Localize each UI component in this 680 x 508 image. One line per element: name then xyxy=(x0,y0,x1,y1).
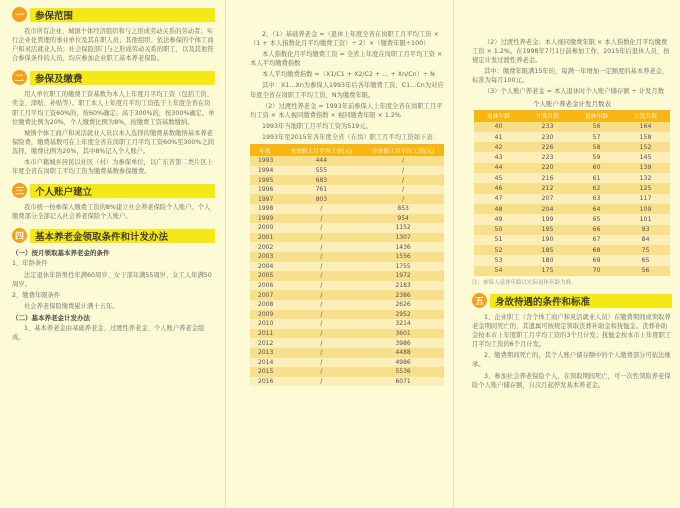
table-row xyxy=(250,367,444,377)
paragraph: 社会养老保险缴费累计满十五年。 xyxy=(24,302,119,310)
table-cell: 1995 xyxy=(250,175,280,185)
table-cell: / xyxy=(362,175,444,185)
table-cell: 1556 xyxy=(362,252,444,262)
table-row xyxy=(250,300,444,310)
section-title: 参保及缴费 xyxy=(30,71,215,85)
table-cell: 42 xyxy=(474,142,523,152)
table-cell: 84 xyxy=(621,235,670,245)
table-row xyxy=(474,152,670,162)
table-cell: 230 xyxy=(523,132,572,142)
table-row xyxy=(250,358,444,368)
paragraph: 1993年当地职工月平均工资为519元。 xyxy=(262,122,372,130)
table-cell: / xyxy=(280,377,362,387)
months-table-body xyxy=(474,122,670,276)
table-cell: 226 xyxy=(523,142,572,152)
table-cell: 1993 xyxy=(250,156,280,166)
section-heading xyxy=(472,292,672,309)
table-cell: / xyxy=(280,358,362,368)
table-cell: 2016 xyxy=(250,377,280,387)
table-cell: / xyxy=(280,310,362,320)
table-row xyxy=(474,122,670,132)
table-row xyxy=(250,242,444,252)
section-heading xyxy=(12,227,215,244)
table-cell: 2004 xyxy=(250,262,280,272)
paragraph: 3、参加社会养老保险个人，在领取期间死亡，可一次性领取养老保险个人账户储存额，自次月起停发基本养老金。 xyxy=(472,372,671,389)
table-row xyxy=(250,329,444,339)
table-cell: 1999 xyxy=(250,214,280,224)
table-cell: 204 xyxy=(523,204,572,214)
table-cell: 195 xyxy=(523,225,572,235)
table-header: 计发月数 xyxy=(621,110,670,122)
table-row xyxy=(250,214,444,224)
table-cell: 67 xyxy=(572,235,621,245)
table-cell: 56 xyxy=(621,266,670,276)
table-cell: 761 xyxy=(280,185,362,195)
table-cell: 233 xyxy=(523,122,572,132)
table-cell: 2003 xyxy=(250,252,280,262)
table-header: 全省职工月平均工资(元) xyxy=(280,144,362,156)
table-cell: 4488 xyxy=(362,348,444,358)
table-header: 退休年龄 xyxy=(474,110,523,122)
table-cell: 65 xyxy=(572,214,621,224)
table-cell: 2626 xyxy=(362,300,444,310)
paragraph: 本人指数化月平均缴费工资 = 全省上年度在岗职工月平均工资 × 本人平均缴费指数 xyxy=(250,51,443,68)
table-row xyxy=(250,281,444,291)
table-cell: 2010 xyxy=(250,319,280,329)
table-row xyxy=(250,377,444,387)
table-row xyxy=(250,204,444,214)
table-cell: / xyxy=(280,262,362,272)
table-cell: / xyxy=(280,204,362,214)
table-cell: 44 xyxy=(474,163,523,173)
table-cell: / xyxy=(362,156,444,166)
table-cell: 199 xyxy=(523,214,572,224)
table-cell: / xyxy=(280,329,362,339)
table-cell: 2386 xyxy=(362,290,444,300)
paragraph: 其中：X1…Xn为参保人1993年后各年缴费工资，C1…Cn为对应年度全省在岗职工平均工资，N为缴费年限。 xyxy=(250,82,444,99)
table-cell: 954 xyxy=(362,214,444,224)
table-cell: 2183 xyxy=(362,281,444,291)
table-cell: 2002 xyxy=(250,242,280,252)
column-right xyxy=(454,0,680,508)
table-header: 退休年龄 xyxy=(572,110,621,122)
table-cell: 53 xyxy=(474,255,523,265)
table-row xyxy=(474,132,670,142)
section-number: 一 xyxy=(12,7,27,22)
table-cell: / xyxy=(280,300,362,310)
table-cell: 3986 xyxy=(362,338,444,348)
table-row xyxy=(250,175,444,185)
paragraph: 本人平均缴费指数 =（X1/C1 + X2/C2 + … + Xn/Cn）÷ N xyxy=(262,71,435,79)
table-cell: 216 xyxy=(523,173,572,183)
paragraph: 我市统一按参保人缴费工资的8%建立社会养老保险个人账户。个人缴费部分全部记入社会养老保险个人账户。 xyxy=(12,204,211,221)
subheading: （一）按月领取基本养老金的条件 xyxy=(12,249,110,258)
section-heading xyxy=(12,6,215,23)
paragraph: 1、基本养老金由基础养老金、过渡性养老金、个人账户养老金组成。 xyxy=(12,324,205,341)
table-cell: 1755 xyxy=(362,262,444,272)
table-cell: 444 xyxy=(280,156,362,166)
table-row xyxy=(474,266,670,276)
paragraph: 我市所有企业、城镇个体经济组织和与之形成劳动关系的劳动者；实行企业化管理的事业单位及其在职人员；其他组织、依法参保的个体工商户和灵活就业人员；社会保险部门与之形成劳动关系的职工，以及其他符合参保条件的人员，均应参加企业职工基本养老保险。 xyxy=(12,28,214,63)
table-cell: 190 xyxy=(523,235,572,245)
table-cell: / xyxy=(280,290,362,300)
table-row xyxy=(250,262,444,272)
paragraph: 1、企业职工（含个体工商户和灵活就业人员）在缴费期间或领取养老金期间死亡的，其遗属可按规定领取丧葬补助金和抚恤金。丧葬补助金按本市上年度职工月平均工资的3个月计发；抚恤金按本市上年度职工月平均工资的6个月计发。 xyxy=(472,314,672,349)
table-row xyxy=(250,271,444,281)
table-cell: / xyxy=(280,242,362,252)
table-cell: 158 xyxy=(621,132,670,142)
column-middle xyxy=(226,0,454,508)
table-row xyxy=(250,156,444,166)
table-row xyxy=(250,338,444,348)
paragraph: 法定退休年龄男性年满60周岁、女干部年满55周岁、女工人年满50周岁。 xyxy=(12,271,212,288)
table-row xyxy=(474,142,670,152)
section-number: 四 xyxy=(12,228,27,243)
table-cell: 1996 xyxy=(250,185,280,195)
table-cell: 101 xyxy=(621,214,670,224)
table-cell: 2012 xyxy=(250,338,280,348)
table-row xyxy=(250,185,444,195)
table-cell: 125 xyxy=(621,183,670,193)
table-cell: 212 xyxy=(523,183,572,193)
table-cell: 70 xyxy=(572,266,621,276)
table-cell: 51 xyxy=(474,235,523,245)
section-title: 基本养老金领取条件和计发办法 xyxy=(30,229,215,243)
table-cell: 48 xyxy=(474,204,523,214)
table-cell: 54 xyxy=(474,266,523,276)
table-cell: 555 xyxy=(280,166,362,176)
table-cell: / xyxy=(280,223,362,233)
table-cell: 75 xyxy=(621,245,670,255)
table-cell: 145 xyxy=(621,152,670,162)
table-header: 年度 xyxy=(250,144,280,156)
section-title: 参保范围 xyxy=(30,8,215,22)
paragraph: 本市户籍城乡居民以社区（村）为参保单位，以广东省第二类片区上年度全省在岗职工平均工资为缴费基数参保缴费。 xyxy=(12,159,213,176)
table-note: 注：参保人退休年龄以实际退休年龄为准。 xyxy=(472,280,577,287)
table-row xyxy=(474,225,670,235)
section-heading xyxy=(12,182,215,199)
spacer xyxy=(472,0,672,38)
table-cell: 2009 xyxy=(250,310,280,320)
table-cell: 68 xyxy=(572,245,621,255)
table-cell: 2013 xyxy=(250,348,280,358)
table-cell: 1997 xyxy=(250,194,280,204)
table-cell: 61 xyxy=(572,173,621,183)
paragraph: 2、缴费年限条件 xyxy=(12,291,61,299)
table-cell: 207 xyxy=(523,194,572,204)
table-cell: 57 xyxy=(572,132,621,142)
table-row xyxy=(474,204,670,214)
table-row xyxy=(474,173,670,183)
table-cell: / xyxy=(280,271,362,281)
table-cell: 2015 xyxy=(250,367,280,377)
table-cell: 41 xyxy=(474,132,523,142)
table-row xyxy=(250,290,444,300)
table-cell: 1436 xyxy=(362,242,444,252)
table-cell: 3214 xyxy=(362,319,444,329)
table-cell: 2008 xyxy=(250,300,280,310)
paragraph: 1993年至2015年各年度全省（在岗）职工月平均工资如下表： xyxy=(262,133,439,141)
table-cell: 4986 xyxy=(362,358,444,368)
table-cell: 64 xyxy=(572,204,621,214)
paragraph: 1、年龄条件 xyxy=(12,260,48,268)
paragraph: （2）过渡性养老金 = 1993年前参保人上年度全省在岗职工月平均工资 × 本人视同缴费指数 × 视同缴费年限 × 1.2% xyxy=(250,102,443,119)
paragraph: 2、缴费期间死亡的，其个人账户储存额中的个人缴费部分可依法继承。 xyxy=(472,352,671,369)
paragraph: 其中：缴费年限满15年的，每满一年增加一定额度的基本养老金，标准为每月100元。 xyxy=(472,68,669,85)
table-row xyxy=(250,194,444,204)
table-cell: 164 xyxy=(621,122,670,132)
table-cell: 2006 xyxy=(250,281,280,291)
table-row xyxy=(474,214,670,224)
table-cell: / xyxy=(280,367,362,377)
table-row xyxy=(250,310,444,320)
paragraph: （3）个人账户养老金 = 本人退休时个人账户储存额 ÷ 计发月数 xyxy=(484,88,664,96)
table-cell: 132 xyxy=(621,173,670,183)
table-cell: / xyxy=(362,185,444,195)
table-cell: 2014 xyxy=(250,358,280,368)
spacer xyxy=(250,0,448,30)
table-cell: 185 xyxy=(523,245,572,255)
section-number: 三 xyxy=(12,183,27,198)
table-row xyxy=(250,166,444,176)
paragraph: （2）过渡性养老金：本人视同缴费年限 × 本人指数化月平均缴费工资 × 1.2%。在1998年7月1日前参加工作、2015年后退休人员，按规定计发过渡性养老金。 xyxy=(472,39,670,65)
table-cell: 109 xyxy=(621,204,670,214)
table-cell: 853 xyxy=(362,204,444,214)
paragraph: 用人单位职工的缴费工资基数为本人上年度月平均工资（包括工资、奖金、津贴、补贴等）。职工本人上年度月平均工资低于上年度全省在岗职工月平均工资60%的，按60%确定；高于300%的，按300%确定。单位缴费比例为20%，个人缴费比例为8%，按缴费工资基数缴纳。 xyxy=(12,91,215,126)
table-row xyxy=(474,163,670,173)
table-cell: 6071 xyxy=(362,377,444,387)
table-row xyxy=(474,245,670,255)
table-cell: 93 xyxy=(621,225,670,235)
table-cell: / xyxy=(362,166,444,176)
subheading: （二）基本养老金计发办法 xyxy=(12,313,90,322)
table-cell: 43 xyxy=(474,152,523,162)
table-caption: 个人账户养老金计发月数表 xyxy=(533,99,611,108)
table-cell: 2001 xyxy=(250,233,280,243)
table-cell: 117 xyxy=(621,194,670,204)
table-cell: 60 xyxy=(572,163,621,173)
table-cell: / xyxy=(280,319,362,329)
table-cell: 2005 xyxy=(250,271,280,281)
table-header: 全省职工月平均工资(元) xyxy=(362,144,444,156)
table-header: 计发月数 xyxy=(523,110,572,122)
table-row xyxy=(474,255,670,265)
table-cell: 175 xyxy=(523,266,572,276)
table-cell: 66 xyxy=(572,225,621,235)
table-cell: 1972 xyxy=(362,271,444,281)
table-cell: 40 xyxy=(474,122,523,132)
table-cell: 683 xyxy=(280,175,362,185)
table-cell: / xyxy=(362,194,444,204)
table-cell: 59 xyxy=(572,152,621,162)
column-left xyxy=(0,0,225,508)
table-cell: 152 xyxy=(621,142,670,152)
table-row xyxy=(250,348,444,358)
table-cell: 3601 xyxy=(362,329,444,339)
table-cell: 2007 xyxy=(250,290,280,300)
table-cell: 2952 xyxy=(362,310,444,320)
table-cell: 47 xyxy=(474,194,523,204)
table-cell: / xyxy=(280,348,362,358)
months-table xyxy=(474,110,670,276)
table-cell: 65 xyxy=(621,255,670,265)
table-cell: 1152 xyxy=(362,223,444,233)
table-cell: 45 xyxy=(474,173,523,183)
table-cell: / xyxy=(280,338,362,348)
table-cell: 1998 xyxy=(250,204,280,214)
table-cell: 2000 xyxy=(250,223,280,233)
section-title: 个人账户建立 xyxy=(30,184,215,198)
table-cell: 1307 xyxy=(362,233,444,243)
wage-table xyxy=(250,144,444,386)
table-cell: 56 xyxy=(572,122,621,132)
section-title: 身故待遇的条件和标准 xyxy=(490,294,672,308)
table-row xyxy=(474,194,670,204)
wage-table-body xyxy=(250,156,444,386)
section-number: 五 xyxy=(472,293,487,308)
table-cell: 1994 xyxy=(250,166,280,176)
table-cell: 58 xyxy=(572,142,621,152)
paragraph: 2、（1）基础养老金 =（退休上年度全省在岗职工月平均工资 ×（1 + 本人指数化月平均缴费工资）÷ 2）×（缴费年限÷100） xyxy=(250,31,439,48)
table-row xyxy=(474,183,670,193)
section-number: 二 xyxy=(12,70,27,85)
table-cell: 180 xyxy=(523,255,572,265)
table-cell: 46 xyxy=(474,183,523,193)
section-heading xyxy=(12,69,215,86)
table-row xyxy=(250,252,444,262)
table-cell: 2011 xyxy=(250,329,280,339)
table-cell: 220 xyxy=(523,163,572,173)
table-cell: 52 xyxy=(474,245,523,255)
table-cell: / xyxy=(280,281,362,291)
table-cell: 139 xyxy=(621,163,670,173)
table-cell: / xyxy=(280,233,362,243)
table-row xyxy=(250,319,444,329)
table-row xyxy=(474,235,670,245)
table-cell: 62 xyxy=(572,183,621,193)
table-row xyxy=(250,223,444,233)
table-cell: 49 xyxy=(474,214,523,224)
table-cell: / xyxy=(280,252,362,262)
table-cell: 223 xyxy=(523,152,572,162)
table-cell: 69 xyxy=(572,255,621,265)
table-cell: / xyxy=(280,214,362,224)
table-cell: 803 xyxy=(280,194,362,204)
table-row xyxy=(250,233,444,243)
table-cell: 5536 xyxy=(362,367,444,377)
table-cell: 63 xyxy=(572,194,621,204)
table-cell: 50 xyxy=(474,225,523,235)
paragraph: 城镇个体工商户和灵活就业人员以本人选择的缴费基数缴纳基本养老保险费，缴费基数可在上年度全省在岗职工月平均工资60%至300%之间选择，缴费比例为20%，其中8%记入个人账户。 xyxy=(12,129,215,155)
